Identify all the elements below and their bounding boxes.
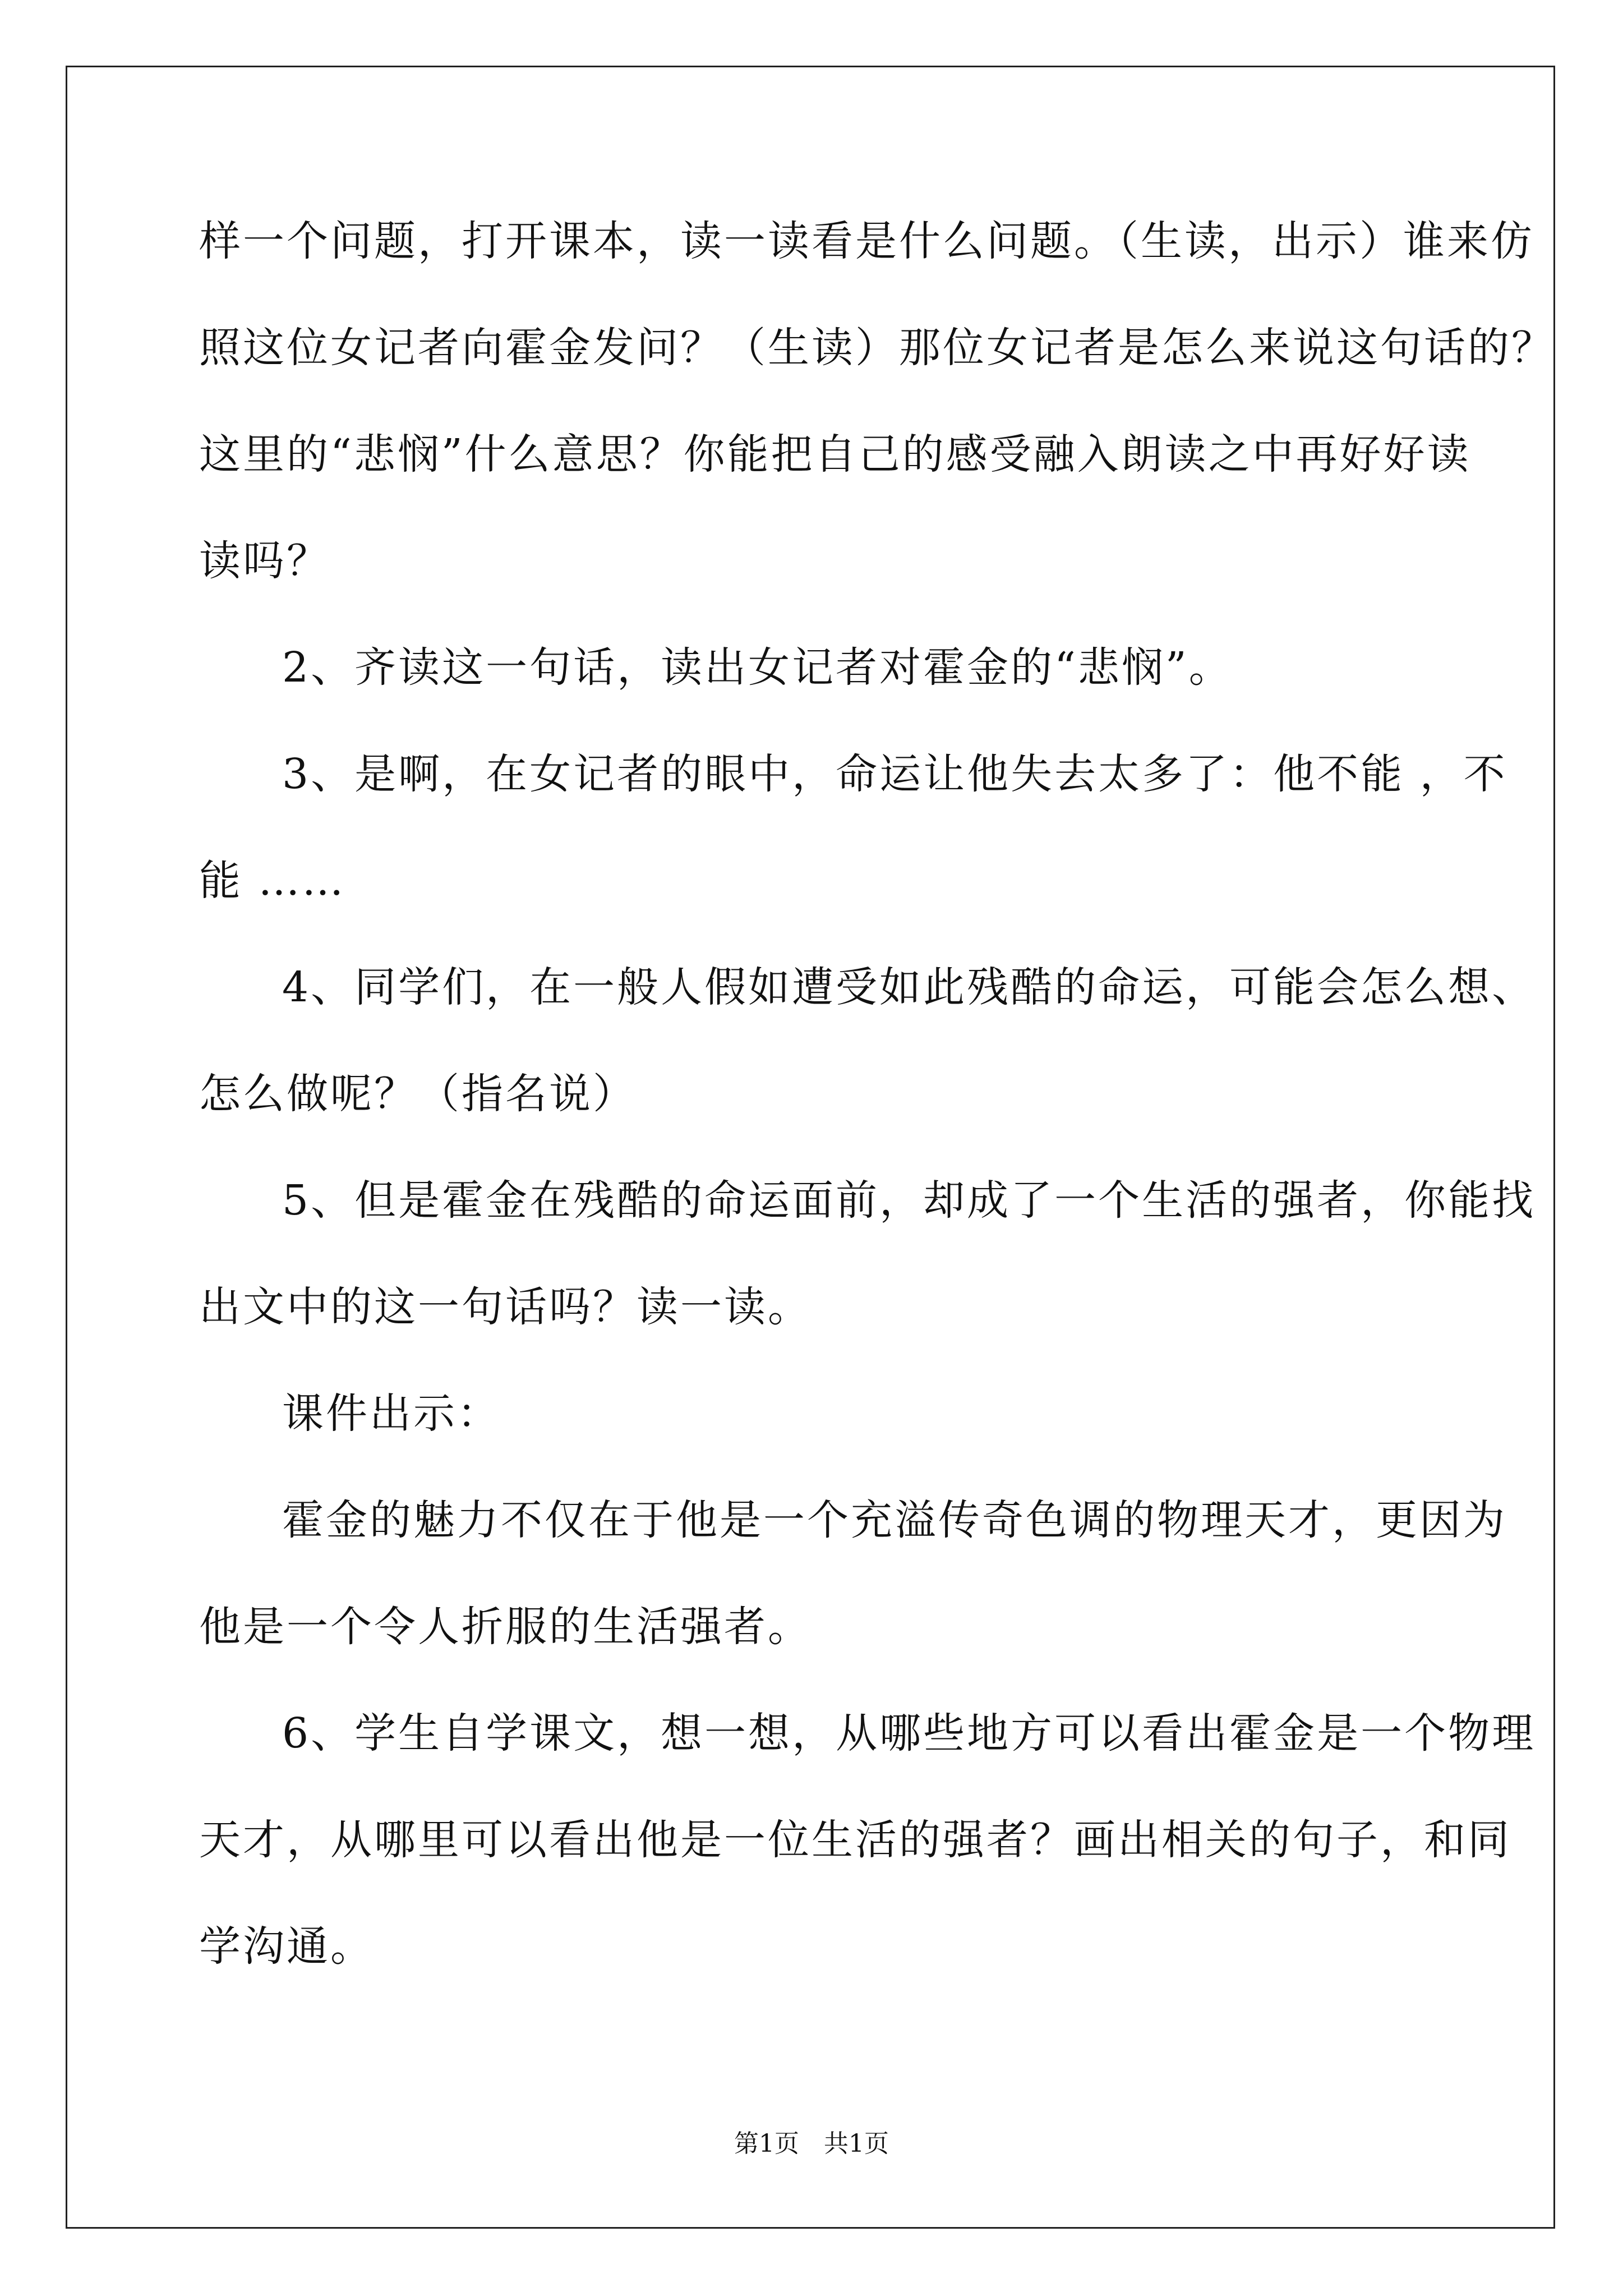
text-line: 怎么做呢？（指名说） — [199, 1070, 637, 1118]
text-line: 样一个问题，打开课本，读一读看是什么问题。（生读，出示）谁来仿 — [199, 217, 1534, 265]
text-line: 天才，从哪里可以看出他是一位生活的强者？画出相关的句子，和同 — [199, 1816, 1511, 1864]
text-line: 霍金的魅力不仅在于他是一个充溢传奇色调的物理天才，更因为 — [282, 1496, 1507, 1544]
text-line: 5、但是霍金在残酷的命运面前，却成了一个生活的强者，你能找 — [282, 1176, 1536, 1225]
text-line: 出文中的这一句话吗？读一读。 — [199, 1283, 811, 1331]
text-line: 4、同学们，在一般人假如遭受如此残酷的命运，可能会怎么想、 — [282, 963, 1536, 1011]
text-line: 课件出示： — [282, 1389, 501, 1438]
text-line: 这里的“悲悯”什么意思？你能把自己的感受融入朗读之中再好好读 — [199, 430, 1471, 478]
text-line: 6、学生自学课文，想一想，从哪些地方可以看出霍金是一个物理 — [282, 1709, 1536, 1757]
text-line: 能 …… — [199, 857, 346, 905]
text-line: 2、齐读这一句话，读出女记者对霍金的“悲悯”。 — [282, 643, 1233, 692]
text-line: 3、是啊，在女记者的眼中，命运让他失去太多了：他不能 ，不 — [282, 750, 1507, 798]
page-border — [66, 66, 1555, 2229]
text-line: 读吗？ — [199, 537, 330, 585]
text-line: 他是一个令人折服的生活强者。 — [199, 1603, 811, 1651]
text-line: 照这位女记者向霍金发问？（生读）那位女记者是怎么来说这句话的？ — [199, 324, 1555, 372]
text-line: 学沟通。 — [199, 1922, 374, 1971]
page-number: 第1页 共1页 — [734, 2129, 889, 2158]
